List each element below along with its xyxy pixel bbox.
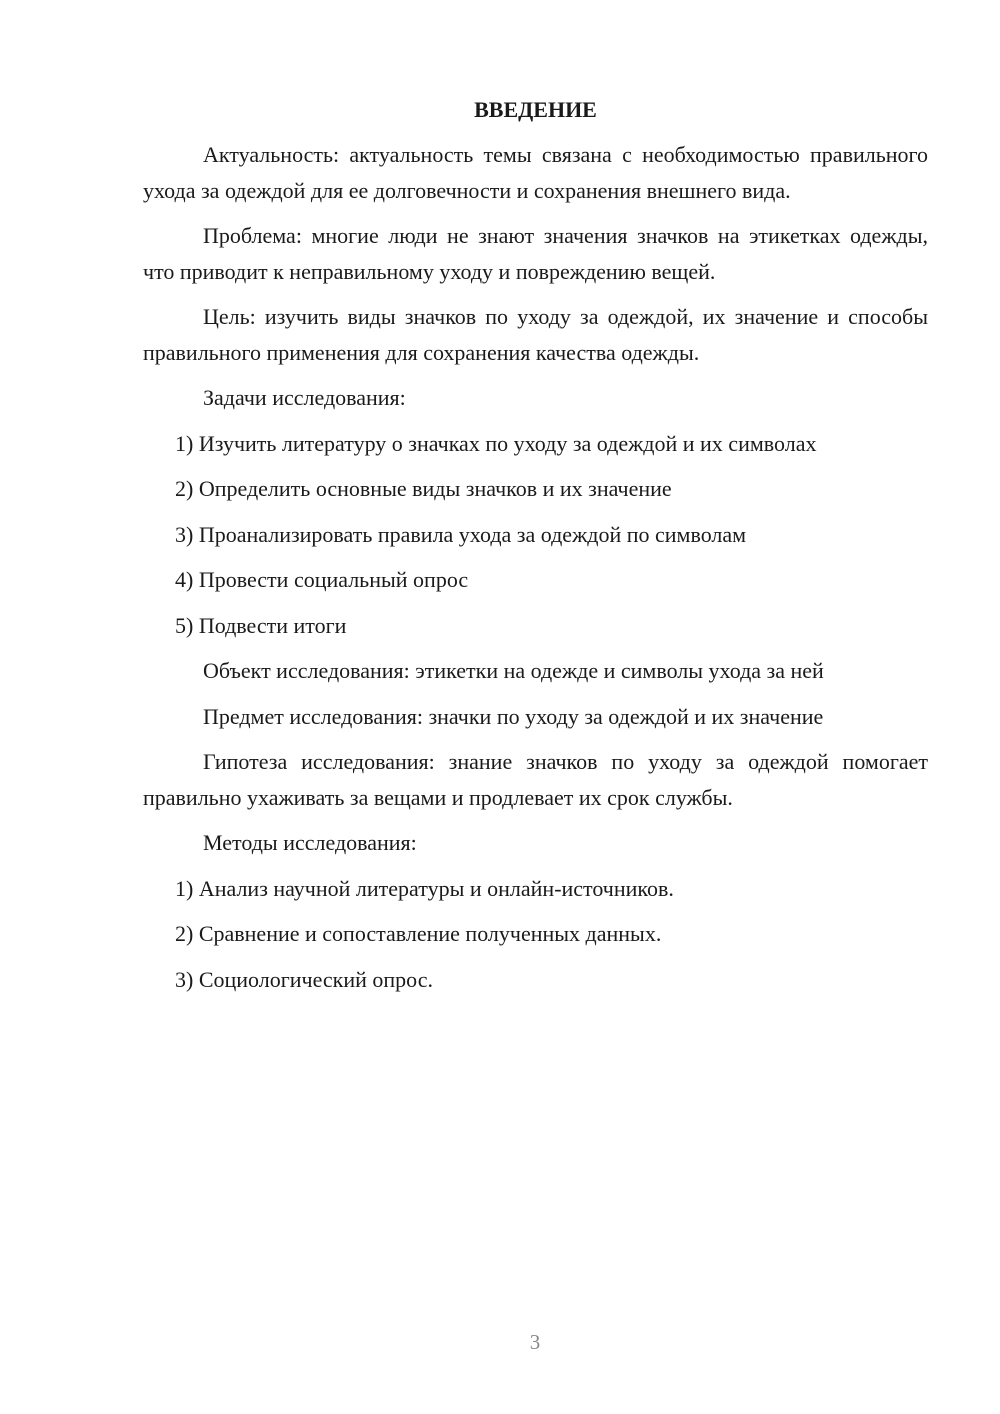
method-item: 2) Сравнение и сопоставление полученных данных.	[175, 921, 662, 946]
task-item: 5) Подвести итоги	[175, 612, 347, 638]
research-subject: Предмет исследования: значки по уходу за одеждой и их значение	[203, 703, 824, 729]
relevance-paragraph: Актуальность: актуальность темы связана с необходимостью правильного ухода за одеждой для ее долговечности и сохранения внешнего вида.	[143, 142, 928, 203]
page-content	[143, 92, 928, 1007]
methods-heading: Методы исследования:	[203, 830, 417, 855]
research-object: Объект исследования: этикетки на одежде и символы ухода за ней	[203, 658, 824, 683]
problem-paragraph: Проблема: многие люди не знают значения значков на этикетках одежды, что приводит к неправильному уходу и повреждению вещей.	[143, 223, 928, 284]
task-item: 4) Провести социальный опрос	[175, 567, 469, 592]
task-item: 2) Определить основные виды значков и их значение	[175, 476, 672, 501]
page-number: 3	[529, 1330, 541, 1354]
goal-paragraph: Цель: изучить виды значков по уходу за одеждой, их значение и способы правильного применения для сохранения качества одежды.	[143, 304, 928, 365]
method-item: 1) Анализ научной литературы и онлайн-источников.	[175, 875, 674, 901]
research-hypothesis: Гипотеза исследования: знание значков по уходу за одеждой помогает правильно ухаживать за вещами и продлевает их срок службы.	[143, 749, 928, 810]
tasks-heading: Задачи исследования:	[203, 385, 406, 410]
method-item: 3) Социологический опрос.	[175, 966, 433, 992]
task-item: 1) Изучить литературу о значках по уходу за одеждой и их символах	[175, 430, 817, 456]
task-item: 3) Проанализировать правила ухода за одеждой по символам	[175, 521, 747, 547]
page-title: ВВЕДЕНИЕ	[474, 97, 597, 122]
